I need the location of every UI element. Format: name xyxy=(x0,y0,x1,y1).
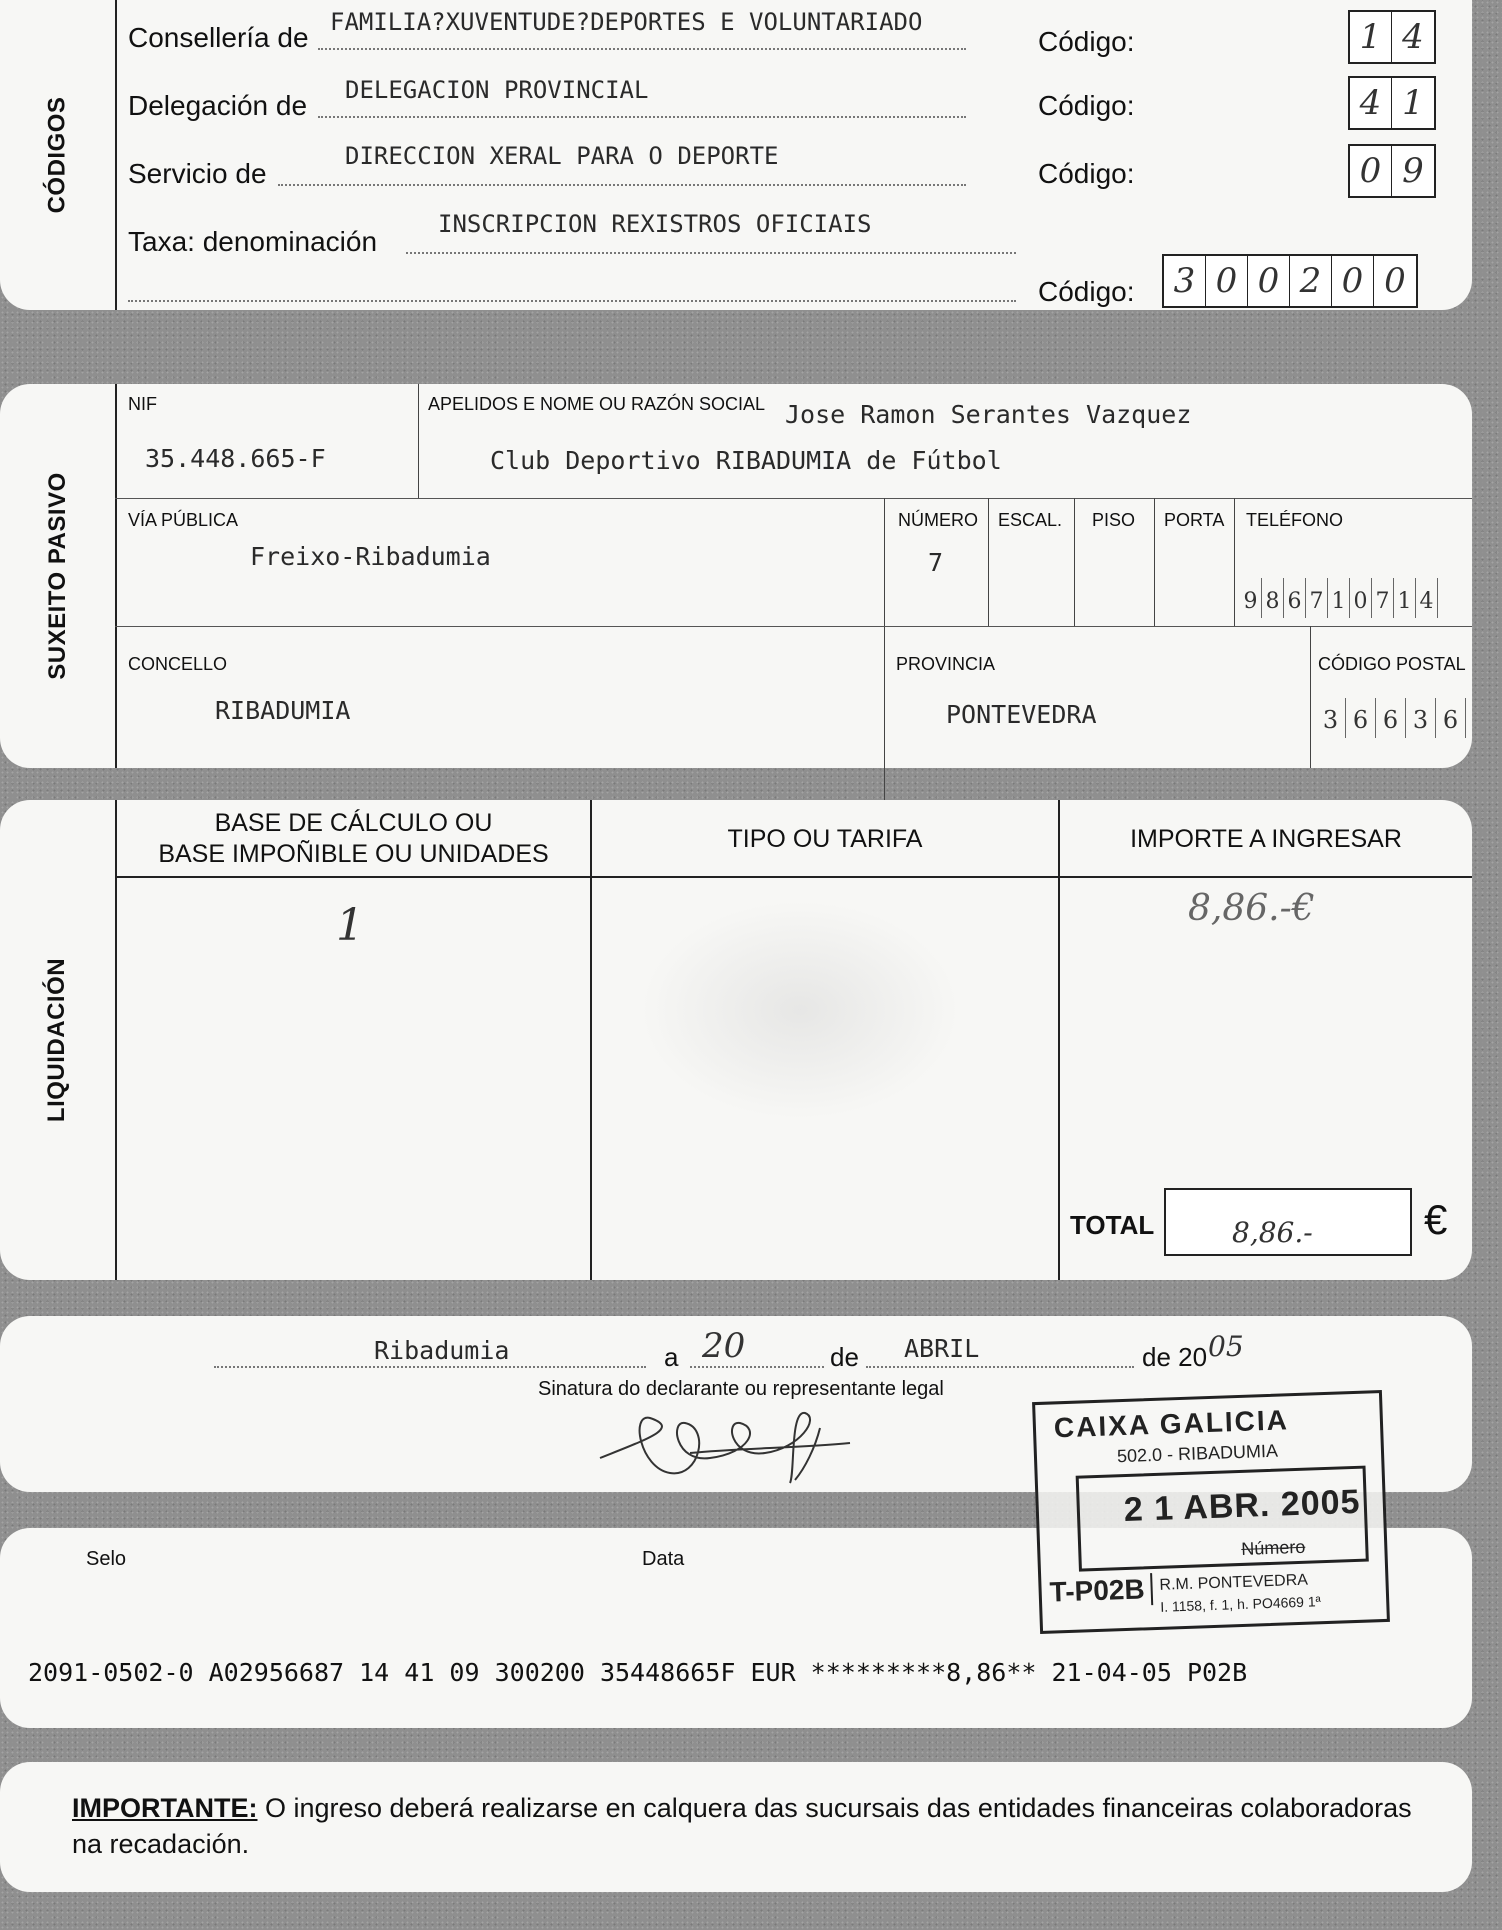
codigos-title: CÓDIGOS xyxy=(43,96,71,214)
codigos-divider xyxy=(115,0,117,310)
day-value[interactable]: 20 xyxy=(702,1326,746,1366)
a-label: a xyxy=(664,1342,679,1372)
place-value[interactable]: Ribadumia xyxy=(374,1336,510,1365)
delegacion-codigo-label: Código: xyxy=(1038,90,1135,121)
signature-scribble xyxy=(590,1398,890,1488)
taxa-codigo-label: Código: xyxy=(1038,276,1135,307)
codigo-postal-digit: 6 xyxy=(1436,698,1466,738)
liquidacion-col-divider-1 xyxy=(590,800,592,1280)
provincia-label: PROVINCIA xyxy=(896,654,996,674)
year-value[interactable]: 05 xyxy=(1208,1330,1244,1363)
servicio-line xyxy=(278,184,966,186)
numero-label: NÚMERO xyxy=(898,510,978,530)
stamp-code: T-P02B xyxy=(1049,1573,1153,1609)
codigos-side-label xyxy=(0,0,115,310)
delegacion-value[interactable]: DELEGACION PROVINCIAL xyxy=(345,76,649,104)
concello-label: CONCELLO xyxy=(128,654,228,674)
importante-body: O ingreso deberá realizarse en calquera das sucursais das entidades financeiras colaboradoras na recadación. xyxy=(72,1793,1412,1859)
base-header-line2: BASE IMPOÑIBLE OU UNIDADES xyxy=(158,840,549,868)
telefono-cells[interactable] xyxy=(1240,578,1438,618)
servicio-label: Servicio de xyxy=(128,158,267,189)
razon-social-value[interactable]: Club Deportivo RIBADUMIA de Fútbol xyxy=(490,446,1002,475)
code-digit: 0 xyxy=(1332,256,1374,306)
selo-label: Selo xyxy=(86,1548,127,1570)
servicio-value[interactable]: DIRECCION XERAL PARA O DEPORTE xyxy=(345,142,779,170)
day-line xyxy=(690,1366,824,1368)
provincia-divider xyxy=(1310,626,1311,768)
total-box[interactable] xyxy=(1164,1188,1412,1256)
sinatura-label: Sinatura do declarante ou representante legal xyxy=(538,1378,944,1400)
stamp-numero: Número xyxy=(1240,1536,1306,1559)
numero-divider xyxy=(988,498,989,626)
porta-divider xyxy=(1234,498,1235,626)
apelidos-label: APELIDOS E NOME OU RAZÓN SOCIAL xyxy=(428,394,766,414)
porta-label: PORTA xyxy=(1164,510,1225,530)
suxeito-panel xyxy=(0,384,1472,768)
liquidacion-title: LIQUIDACIÓN xyxy=(43,957,71,1123)
code-digit: 4 xyxy=(1402,17,1424,57)
telefono-digit: 8 xyxy=(1262,578,1284,618)
suxeito-row2-line xyxy=(115,626,1472,627)
stamp-branch: 502.0 - RIBADUMIA xyxy=(1116,1440,1279,1467)
code-digit: 0 xyxy=(1350,146,1392,196)
stamp-registry-1: R.M. PONTEVEDRA xyxy=(1159,1571,1309,1594)
de-label: de xyxy=(830,1342,859,1372)
data-label: Data xyxy=(642,1548,685,1570)
stamp-date: 2 1 ABR. 2005 xyxy=(1123,1482,1362,1530)
delegacion-code-box[interactable] xyxy=(1348,76,1436,130)
stamp-bank-name: CAIXA GALICIA xyxy=(1053,1404,1290,1444)
stamp-registry-2: I. 1158, f. 1, h. PO4669 1ª xyxy=(1159,1593,1322,1615)
nif-divider xyxy=(418,384,419,498)
taxa-code-box[interactable] xyxy=(1162,254,1418,308)
code-digit: 0 xyxy=(1248,256,1290,306)
currency-symbol: € xyxy=(1424,1196,1448,1243)
apelidos-value[interactable]: Jose Ramon Serantes Vazquez xyxy=(785,400,1192,429)
delegacion-line xyxy=(318,116,966,118)
liquidacion-panel xyxy=(0,800,1472,1280)
liquidacion-divider xyxy=(115,800,117,1280)
conselleria-value[interactable]: FAMILIA?XUVENTUDE?DEPORTES E VOLUNTARIADO xyxy=(330,8,923,36)
watermark-seal xyxy=(640,900,960,1120)
taxa-label: Taxa: denominación xyxy=(128,226,378,257)
importe-header: IMPORTE A INGRESAR xyxy=(1130,825,1402,853)
taxa-line-2 xyxy=(128,300,1016,302)
validation-machine-line: 2091-0502-0 A02956687 14 41 09 300200 35448665F EUR *********8,86** 21-04-05 P02B xyxy=(28,1658,1248,1687)
suxeito-row1-line xyxy=(115,498,1472,499)
code-digit: 0 xyxy=(1384,261,1406,301)
base-value[interactable]: 1 xyxy=(336,900,364,951)
conselleria-line xyxy=(318,48,966,50)
conselleria-label: Consellería de xyxy=(128,22,309,53)
codigo-postal-digit: 6 xyxy=(1376,698,1406,738)
importante-text xyxy=(72,1790,1442,1862)
codigo-postal-digit: 3 xyxy=(1406,698,1436,738)
escal-divider xyxy=(1074,498,1075,626)
importante-panel xyxy=(0,1762,1472,1892)
liquidacion-col-divider-2 xyxy=(1058,800,1060,1280)
tipo-header: TIPO OU TARIFA xyxy=(727,825,923,853)
code-digit: 4 xyxy=(1350,78,1392,128)
suxeito-divider xyxy=(115,384,117,768)
year-label: de 20 xyxy=(1142,1342,1208,1372)
importante-title: IMPORTANTE: xyxy=(72,1793,258,1823)
delegacion-label: Delegación de xyxy=(128,90,308,121)
codigo-postal-digit: 3 xyxy=(1316,698,1346,738)
piso-divider xyxy=(1154,498,1155,626)
code-digit: 1 xyxy=(1350,12,1392,62)
piso-label: PISO xyxy=(1092,510,1136,530)
codigo-postal-cells[interactable] xyxy=(1316,698,1466,738)
place-line xyxy=(214,1366,646,1368)
codigos-panel xyxy=(0,0,1472,310)
telefono-digit: 0 xyxy=(1350,578,1372,618)
code-digit: 1 xyxy=(1402,83,1424,123)
liquidacion-header-line xyxy=(115,876,1472,878)
importe-value[interactable]: 8,86.-€ xyxy=(1188,888,1315,929)
codigo-postal-digit: 6 xyxy=(1346,698,1376,738)
liquidacion-side-label xyxy=(0,800,115,1280)
total-label: TOTAL xyxy=(1070,1210,1155,1240)
telefono-digit: 7 xyxy=(1306,578,1328,618)
telefono-digit: 1 xyxy=(1328,578,1350,618)
numero-value[interactable]: 7 xyxy=(928,548,944,577)
telefono-label: TELÉFONO xyxy=(1246,510,1344,530)
cp-label: CÓDIGO POSTAL xyxy=(1318,654,1466,674)
bank-stamp xyxy=(1032,1390,1390,1634)
nif-label: NIF xyxy=(128,394,157,414)
concello-value[interactable]: RIBADUMIA xyxy=(215,696,351,725)
taxa-line-1 xyxy=(406,252,1016,254)
month-line xyxy=(866,1366,1134,1368)
servicio-code-box[interactable] xyxy=(1348,144,1436,198)
code-digit: 9 xyxy=(1402,151,1424,191)
telefono-digit: 4 xyxy=(1416,578,1438,618)
suxeito-side-label xyxy=(0,384,115,768)
escal-label: ESCAL. xyxy=(998,510,1063,530)
conselleria-codigo-label: Código: xyxy=(1038,26,1135,57)
base-header-line1: BASE DE CÁLCULO OU xyxy=(214,809,493,837)
stamp-inner-box xyxy=(1076,1466,1369,1572)
total-value: 8,86.- xyxy=(1232,1216,1313,1249)
taxa-value[interactable]: INSCRIPCION REXISTROS OFICIAIS xyxy=(438,210,872,238)
base-header xyxy=(117,808,590,870)
via-label: VÍA PÚBLICA xyxy=(128,510,239,530)
nif-value[interactable]: 35.448.665-F xyxy=(145,444,326,473)
via-value[interactable]: Freixo-Ribadumia xyxy=(250,542,491,571)
telefono-digit: 6 xyxy=(1284,578,1306,618)
telefono-digit: 7 xyxy=(1372,578,1394,618)
provincia-value[interactable]: PONTEVEDRA xyxy=(946,700,1097,729)
conselleria-code-box[interactable] xyxy=(1348,10,1436,64)
code-digit: 3 xyxy=(1164,256,1206,306)
telefono-digit: 1 xyxy=(1394,578,1416,618)
month-value[interactable]: ABRIL xyxy=(904,1334,980,1363)
code-digit: 0 xyxy=(1206,256,1248,306)
servicio-codigo-label: Código: xyxy=(1038,158,1135,189)
code-digit: 2 xyxy=(1290,256,1332,306)
suxeito-title: SUXEITO PASIVO xyxy=(43,472,71,680)
telefono-digit: 9 xyxy=(1240,578,1262,618)
